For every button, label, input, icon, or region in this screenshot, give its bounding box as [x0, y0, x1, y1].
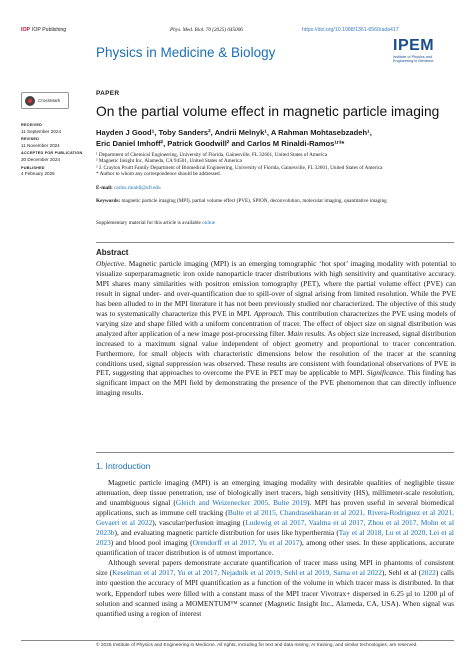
footer-divider: [21, 640, 454, 641]
paragraph-text: ) calls into question the accuracy of MPI quantification as a function of the volume in which tracer mass is distributed. In that work, Eppendorf tubes were filled with a constant mass of the MPI tracer Vivotrax+ dispersed in 6.25 μl to 1200 μl of solution and scanned using a MOMENTUM™ scanner (Magnetic Insight Inc., Alameda, CA, USA). When signal was quantified using a region of interest: [96, 568, 454, 618]
ipem-logo-text: IPEM: [393, 37, 435, 54]
objective-text: Magnetic particle imaging (MPI) is an emerging tomographic ‘hot spot’ imaging modality with potential to visualize superparamagnetic iron oxide nanoparticle tracer distributions with high sensitivity and quantitative accuracy. MPI shares many similarities with positron emission tomography (PET), where the partial volume effect (PVE) can result in signal under- and over-quantification due to spill-over of signal arising from limited resolution. While the PVE has been alluded to in the MPI literature it has not been previously studied nor characterized. The objective of this study was to systematically characterize this PVE in MPI.: [96, 259, 456, 318]
keywords: [96, 198, 466, 204]
crossmark-icon: [25, 96, 35, 106]
copyright-footer: © 2025 Institute of Physics and Engineering in Medicine. All rights, including for text and data mining, AI training, and similar technologies, are reserved.: [96, 643, 418, 648]
article-type: PAPER: [96, 90, 120, 97]
paragraph: [96, 478, 454, 558]
divider: [96, 242, 454, 243]
email-link[interactable]: carlos.rinaldi@ufl.edu: [114, 185, 161, 191]
ipem-society-name: Institute of Physics and Engineering in Medicine: [393, 55, 434, 64]
abstract-body: [96, 259, 456, 398]
iop-logo: IOP: [21, 27, 30, 33]
affiliation-1: ¹ Department of Chemical Engineering, University of Florida, Gainesville, FL 32601, United States of America: [96, 152, 327, 158]
crossmark-label: CrossMark: [38, 98, 61, 103]
supplementary-note: [96, 220, 215, 226]
citation-link[interactable]: Tay et al 2018, Lu et al 2020, Lei et al 2023: [96, 528, 454, 548]
journal-title[interactable]: Physics in Medicine & Biology: [96, 45, 276, 60]
paragraph-text: ), vascular/perfusion imaging (: [152, 518, 246, 528]
accepted-date: 30 December 2024: [21, 156, 61, 162]
results-text: As object size increased, signal distribution increased to a maximum signal value independent of object geometry and proportional to tracer concentration. Furthermore, for small objects with characteristic dimensions below the resolution of the tracer at the scanning conditions used, signal suppression was observed. These results are consistent with foundational observations of PVE in PET, suggesting that approaches to overcome the PVE in PET may be applicable to MPI.: [96, 328, 456, 378]
introduction-body: [96, 478, 454, 619]
ipem-logo: [393, 37, 453, 64]
authors-line-1: Hayden J Good¹, Toby Sanders², Andrii Melnyk¹, A Rahman Mohtasebzadeh¹,: [96, 128, 372, 137]
corresponding-note: * Author to whom any correspondence should be addressed.: [96, 170, 221, 177]
affiliation-2: ² Magnetic Insight Inc, Alameda, CA 94501, United States of America: [96, 158, 242, 165]
significance-text: This finding has significant impact on the MPI field by demonstrating the presence of the PVE phenomenon that can directly influence imaging results.: [96, 368, 456, 398]
approach-text: This contribution characterizes the PVE using models of varying size and shape filled with a uniform concentration of tracer. The effect of object size on signal distribution was analyzed after application of a new image post-processing filter.: [96, 308, 456, 338]
paragraph-text: ), Sehl et al (: [381, 568, 422, 578]
paragraph-text: ), and evaluating magnetic particle distribution for uses like hyperthermia (: [114, 528, 339, 538]
citation-link[interactable]: Gleich and Weizenecker 2005, Bulte 2019: [175, 498, 307, 508]
keywords-label: Keywords:: [96, 198, 121, 204]
paragraph-text: ), among other uses. In these applications, accurate quantification of tracer distribution is of utmost importance.: [96, 538, 454, 558]
accepted-label: ACCEPTED FOR PUBLICATION: [21, 151, 83, 156]
paragraph-text: Magnetic particle imaging (MPI) is an emerging imaging modality with desirable qualities of negligible tissue attenuation, deep tissue penetration, use of biologically inert tracers, high sensitivity (HS), millimeter-scale resolution, and unambiguous signal (: [96, 478, 454, 508]
author-list: [96, 127, 466, 149]
paragraph-text: Although several papers demonstrate accurate quantification of tracer mass using MPI in phantoms of consistent size (: [96, 558, 454, 578]
authors-line-2: Eric Daniel Imhoff², Patrick Goodwill² and Carlos M Rinaldi-Ramos¹ʳ³*: [96, 139, 345, 148]
published-date: 4 February 2025: [21, 171, 55, 177]
article-title: On the partial volume effect in magnetic particle imaging: [96, 104, 440, 119]
citation-link[interactable]: Ludewig et al 2017, Vaalma et al 2017, Zhou et al 2017, Mohn et al 2023b: [96, 518, 454, 538]
divider: [96, 452, 454, 453]
revised-date: 11 November 2024: [21, 142, 60, 148]
publisher-name: IOP Publishing: [31, 27, 67, 33]
citation-link[interactable]: Bulte et al 2015, Chandrasekharan et al 2021, Rivera-Rodriguez et al 2021, Gevaert et al 2022: [96, 508, 454, 528]
citation-link[interactable]: Keselman et al 2017, Yu et al 2017, Nejadnik et al 2019, Sehl et al 2019, Sarna et al 2022: [112, 568, 382, 578]
affiliations: [96, 152, 466, 177]
email-label: E-mail:: [96, 185, 113, 191]
paragraph: [96, 558, 454, 618]
journal-reference: Phys. Med. Biol. 70 (2025) 045006: [170, 27, 243, 33]
publisher-line: [21, 27, 66, 33]
crossmark-button[interactable]: [21, 92, 69, 109]
results-label: Main results.: [287, 328, 327, 338]
paragraph-text: ) and blood pool imaging (: [110, 538, 193, 548]
publication-history: [21, 123, 83, 177]
doi-link[interactable]: https://doi.org/10.1088/1361-6560/ada417: [302, 27, 399, 33]
keywords-text: magnetic particle imaging (MPI), partial volume effect (PVE), SPION, deconvolution, molecular imaging, quantitative imaging: [121, 198, 387, 204]
email-line: [96, 185, 161, 191]
supplementary-link[interactable]: online: [202, 220, 216, 226]
significance-label: Significance.: [366, 368, 406, 378]
paragraph-text: ). MPI has proven useful in several biomedical applications, such as immune cell tracking (: [96, 498, 454, 518]
received-date: 11 September 2024: [21, 128, 62, 134]
received-label: RECEIVED: [21, 123, 43, 127]
affiliation-3: ³ J. Crayton Pruitt Family Department of Biomedical Engineering, University of Florida, Gainesville, FL 32601, United States of America: [96, 164, 383, 171]
section-heading: 1. Introduction: [96, 461, 151, 471]
revised-label: REVISED: [21, 137, 40, 142]
published-label: PUBLISHED: [21, 165, 45, 170]
citation-link[interactable]: 2022: [421, 568, 436, 578]
objective-label: Objective.: [96, 259, 127, 268]
citation-link[interactable]: Orendorff et al 2017, Yu et al 2017: [192, 538, 300, 548]
approach-label: Approach.: [253, 308, 285, 318]
supplementary-text: Supplementary material for this article is available: [96, 220, 201, 226]
abstract-heading: Abstract: [96, 248, 129, 257]
